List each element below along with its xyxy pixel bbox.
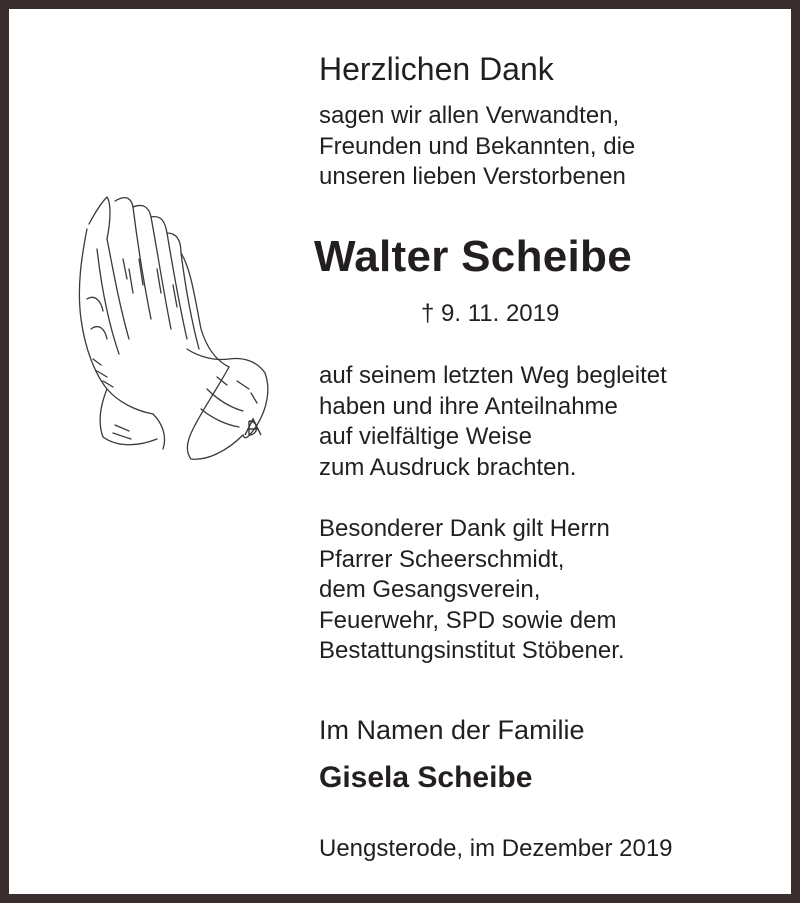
thanks-line: dem Gesangsverein, [319, 576, 541, 603]
signer-name: Gisela Scheibe [319, 761, 533, 794]
body-line: auf vielfältige Weise [319, 423, 532, 450]
family-line: Im Namen der Familie [319, 715, 585, 745]
intro-line: sagen wir allen Verwandten, [319, 102, 620, 129]
intro-text [319, 101, 635, 193]
praying-hands-illustration [67, 189, 279, 464]
thanks-line: Pfarrer Scheerschmidt, [319, 545, 565, 573]
body-text [319, 361, 667, 483]
thanks-line: Bestattungsinstitut Stöbener. [319, 637, 625, 664]
thanks-line: Besonderer Dank gilt Herrn [319, 515, 610, 542]
place-date: Uengsterode, im Dezember 2019 [319, 835, 673, 862]
intro-line: Freunden und Bekannten, die [319, 132, 636, 160]
body-line: haben und ihre Anteilnahme [319, 392, 618, 420]
thanks-line: Feuerwehr, SPD sowie dem [319, 606, 617, 634]
thanks-text [319, 514, 625, 667]
intro-line: unseren lieben Verstorbenen [319, 163, 626, 190]
death-date: † 9. 11. 2019 [421, 300, 560, 327]
body-line: zum Ausdruck brachten. [319, 453, 577, 481]
deceased-name: Walter Scheibe [314, 232, 633, 281]
heading-title: Herzlichen Dank [319, 51, 554, 87]
body-line: auf seinem letzten Weg begleitet [319, 362, 667, 389]
